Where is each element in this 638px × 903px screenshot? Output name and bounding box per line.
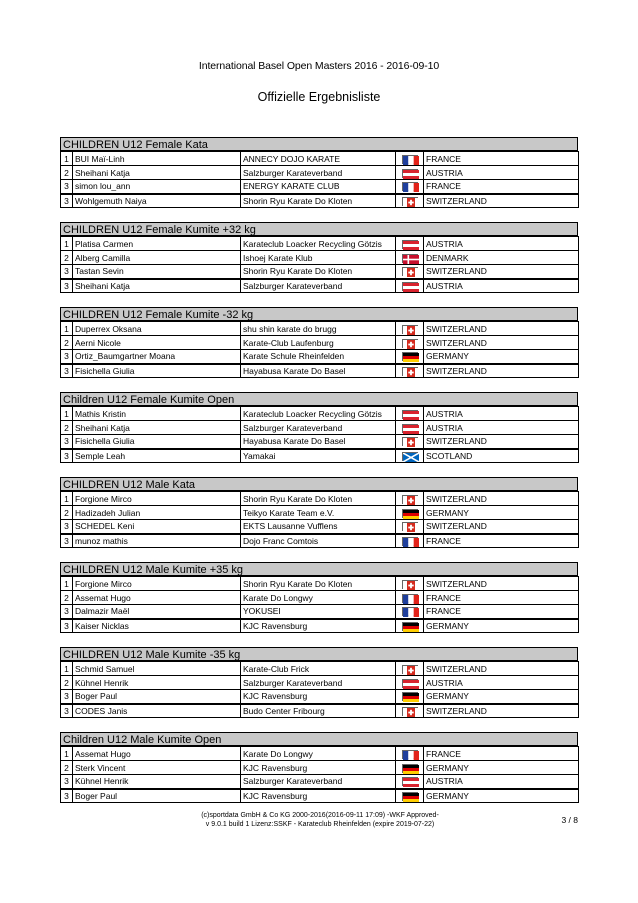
- rank-cell: 1: [61, 152, 73, 166]
- country-name: SWITZERLAND: [424, 194, 579, 208]
- rank-cell: 2: [61, 421, 73, 435]
- table-row: [61, 775, 579, 789]
- table-row: [61, 605, 579, 619]
- club-name: ANNECY DOJO KARATE: [241, 152, 396, 166]
- athlete-name: Mathis Kristin: [73, 407, 241, 421]
- club-name: Salzburger Karateverband: [241, 421, 396, 435]
- scotland-flag-icon: [402, 452, 418, 461]
- athlete-name: Alberg Camilla: [73, 251, 241, 265]
- rank-cell: 2: [61, 761, 73, 775]
- country-name: AUSTRIA: [424, 421, 579, 435]
- athlete-name: CODES Janis: [73, 704, 241, 718]
- austria-flag-icon: [402, 679, 418, 688]
- table-row: [61, 690, 579, 704]
- country-name: AUSTRIA: [424, 237, 579, 251]
- club-name: Teikyo Karate Team e.V.: [241, 506, 396, 520]
- germany-flag-icon: [402, 792, 418, 801]
- rank-cell: 1: [61, 747, 73, 761]
- rank-cell: 1: [61, 577, 73, 591]
- club-name: Shorin Ryu Karate Do Kloten: [241, 265, 396, 279]
- country-name: SWITZERLAND: [424, 577, 579, 591]
- athlete-name: Boger Paul: [73, 789, 241, 803]
- france-flag-icon: [402, 594, 418, 603]
- table-row: [61, 322, 579, 336]
- results-table: [60, 746, 579, 803]
- club-name: KJC Ravensburg: [241, 690, 396, 704]
- athlete-name: Fisichella Giulia: [73, 364, 241, 378]
- country-name: AUSTRIA: [424, 279, 579, 293]
- switzerland-flag-icon: [402, 325, 418, 334]
- switzerland-flag-icon: [402, 267, 418, 276]
- rank-cell: 1: [61, 237, 73, 251]
- flag-cell: [396, 166, 424, 180]
- france-flag-icon: [402, 750, 418, 759]
- club-name: EKTS Lausanne Vufflens: [241, 520, 396, 534]
- athlete-name: Platisa Carmen: [73, 237, 241, 251]
- rank-cell: 3: [61, 265, 73, 279]
- table-row: [61, 662, 579, 676]
- club-name: Karate-Club Frick: [241, 662, 396, 676]
- germany-flag-icon: [402, 764, 418, 773]
- club-name: KJC Ravensburg: [241, 789, 396, 803]
- germany-flag-icon: [402, 622, 418, 631]
- table-row: [61, 506, 579, 520]
- results-table: [60, 491, 579, 548]
- athlete-name: Forgione Mirco: [73, 577, 241, 591]
- results-table: [60, 406, 579, 463]
- switzerland-flag-icon: [402, 339, 418, 348]
- athlete-name: Schmid Samuel: [73, 662, 241, 676]
- athlete-name: BUI Maï-Linh: [73, 152, 241, 166]
- flag-cell: [396, 492, 424, 506]
- table-row: [61, 265, 579, 279]
- country-name: GERMANY: [424, 619, 579, 633]
- club-name: Salzburger Karateverband: [241, 166, 396, 180]
- rank-cell: 3: [61, 619, 73, 633]
- club-name: Karate Do Longwy: [241, 747, 396, 761]
- results-table: [60, 321, 579, 378]
- club-name: shu shin karate do brugg: [241, 322, 396, 336]
- table-row: [61, 534, 579, 548]
- country-name: FRANCE: [424, 605, 579, 619]
- table-row: [61, 421, 579, 435]
- table-row: [61, 407, 579, 421]
- footer-line-1: (c)sportdata GmbH & Co KG 2000-2016(2016-09-11 17:09) -WKF Approved-: [201, 812, 439, 819]
- table-row: [61, 761, 579, 775]
- flag-cell: [396, 690, 424, 704]
- country-name: AUSTRIA: [424, 676, 579, 690]
- country-name: SWITZERLAND: [424, 364, 579, 378]
- rank-cell: 2: [61, 251, 73, 265]
- category-title: CHILDREN U12 Female Kumite +32 kg: [60, 222, 578, 236]
- flag-cell: [396, 364, 424, 378]
- result-section: [60, 392, 578, 463]
- germany-flag-icon: [402, 352, 418, 361]
- club-name: Hayabusa Karate Do Basel: [241, 435, 396, 449]
- club-name: YOKUSEI: [241, 605, 396, 619]
- flag-cell: [396, 577, 424, 591]
- flag-cell: [396, 591, 424, 605]
- country-name: GERMANY: [424, 761, 579, 775]
- table-row: [61, 520, 579, 534]
- table-row: [61, 577, 579, 591]
- results-list: [60, 137, 578, 817]
- table-row: [61, 194, 579, 208]
- rank-cell: 3: [61, 534, 73, 548]
- table-row: [61, 789, 579, 803]
- athlete-name: Sterk Vincent: [73, 761, 241, 775]
- category-title: Children U12 Male Kumite Open: [60, 732, 578, 746]
- table-row: [61, 180, 579, 194]
- club-name: Karate Schule Rheinfelden: [241, 350, 396, 364]
- austria-flag-icon: [402, 282, 418, 291]
- country-name: SCOTLAND: [424, 449, 579, 463]
- athlete-name: Dalmazir Maël: [73, 605, 241, 619]
- category-title: CHILDREN U12 Male Kumite +35 kg: [60, 562, 578, 576]
- club-name: Karateclub Loacker Recycling Götzis: [241, 237, 396, 251]
- country-name: GERMANY: [424, 506, 579, 520]
- result-section: [60, 647, 578, 718]
- results-table: [60, 236, 579, 293]
- country-name: AUSTRIA: [424, 775, 579, 789]
- athlete-name: Kühnel Henrik: [73, 676, 241, 690]
- result-section: [60, 222, 578, 293]
- results-table: [60, 576, 579, 633]
- table-row: [61, 449, 579, 463]
- germany-flag-icon: [402, 509, 418, 518]
- flag-cell: [396, 662, 424, 676]
- result-section: [60, 732, 578, 803]
- flag-cell: [396, 761, 424, 775]
- footer: [150, 811, 490, 829]
- club-name: Salzburger Karateverband: [241, 279, 396, 293]
- flag-cell: [396, 449, 424, 463]
- rank-cell: 1: [61, 322, 73, 336]
- table-row: [61, 704, 579, 718]
- flag-cell: [396, 520, 424, 534]
- results-table: [60, 151, 579, 208]
- rank-cell: 3: [61, 520, 73, 534]
- club-name: Salzburger Karateverband: [241, 775, 396, 789]
- switzerland-flag-icon: [402, 665, 418, 674]
- athlete-name: Sheihani Katja: [73, 421, 241, 435]
- table-row: [61, 336, 579, 350]
- flag-cell: [396, 265, 424, 279]
- flag-cell: [396, 336, 424, 350]
- rank-cell: 3: [61, 364, 73, 378]
- rank-cell: 2: [61, 591, 73, 605]
- athlete-name: Assemat Hugo: [73, 747, 241, 761]
- country-name: SWITZERLAND: [424, 435, 579, 449]
- france-flag-icon: [402, 155, 418, 164]
- document-subtitle: Offizielle Ergebnisliste: [257, 90, 381, 104]
- switzerland-flag-icon: [402, 437, 418, 446]
- switzerland-flag-icon: [402, 197, 418, 206]
- athlete-name: Semple Leah: [73, 449, 241, 463]
- club-name: Karate Do Longwy: [241, 591, 396, 605]
- flag-cell: [396, 180, 424, 194]
- athlete-name: Duperrex Oksana: [73, 322, 241, 336]
- club-name: Yamakai: [241, 449, 396, 463]
- athlete-name: Sheihani Katja: [73, 279, 241, 293]
- austria-flag-icon: [402, 169, 418, 178]
- category-title: CHILDREN U12 Male Kumite -35 kg: [60, 647, 578, 661]
- result-section: [60, 477, 578, 548]
- country-name: SWITZERLAND: [424, 492, 579, 506]
- category-title: Children U12 Female Kumite Open: [60, 392, 578, 406]
- flag-cell: [396, 350, 424, 364]
- table-row: [61, 152, 579, 166]
- table-row: [61, 747, 579, 761]
- athlete-name: simon lou_ann: [73, 180, 241, 194]
- rank-cell: 3: [61, 690, 73, 704]
- rank-cell: 2: [61, 336, 73, 350]
- table-row: [61, 166, 579, 180]
- country-name: SWITZERLAND: [424, 265, 579, 279]
- switzerland-flag-icon: [402, 707, 418, 716]
- rank-cell: 1: [61, 662, 73, 676]
- page-number: 3 / 8: [561, 815, 578, 825]
- country-name: GERMANY: [424, 690, 579, 704]
- flag-cell: [396, 789, 424, 803]
- denmark-flag-icon: [402, 254, 418, 263]
- rank-cell: 3: [61, 775, 73, 789]
- result-section: [60, 307, 578, 378]
- table-row: [61, 676, 579, 690]
- rank-cell: 2: [61, 506, 73, 520]
- rank-cell: 3: [61, 350, 73, 364]
- germany-flag-icon: [402, 692, 418, 701]
- flag-cell: [396, 747, 424, 761]
- club-name: Shorin Ryu Karate Do Kloten: [241, 492, 396, 506]
- rank-cell: 3: [61, 194, 73, 208]
- rank-cell: 2: [61, 166, 73, 180]
- table-row: [61, 591, 579, 605]
- country-name: FRANCE: [424, 534, 579, 548]
- footer-line-2: v 9.0.1 build 1 Lizenz:SSKF - Karateclub Rheinfelden (expire 2019-07-22): [205, 821, 435, 828]
- table-row: [61, 279, 579, 293]
- country-name: AUSTRIA: [424, 166, 579, 180]
- document-title: International Basel Open Masters 2016 - 2016-09-10: [198, 60, 440, 72]
- austria-flag-icon: [402, 410, 418, 419]
- flag-cell: [396, 237, 424, 251]
- country-name: FRANCE: [424, 591, 579, 605]
- athlete-name: Fisichella Giulia: [73, 435, 241, 449]
- club-name: Hayabusa Karate Do Basel: [241, 364, 396, 378]
- club-name: Budo Center Fribourg: [241, 704, 396, 718]
- flag-cell: [396, 619, 424, 633]
- switzerland-flag-icon: [402, 522, 418, 531]
- country-name: FRANCE: [424, 180, 579, 194]
- table-row: [61, 237, 579, 251]
- athlete-name: Assemat Hugo: [73, 591, 241, 605]
- france-flag-icon: [402, 607, 418, 616]
- rank-cell: 3: [61, 180, 73, 194]
- athlete-name: Hadizadeh Julian: [73, 506, 241, 520]
- club-name: Dojo Franc Comtois: [241, 534, 396, 548]
- athlete-name: Kühnel Henrik: [73, 775, 241, 789]
- switzerland-flag-icon: [402, 495, 418, 504]
- country-name: FRANCE: [424, 747, 579, 761]
- result-section: [60, 137, 578, 208]
- rank-cell: 1: [61, 492, 73, 506]
- flag-cell: [396, 775, 424, 789]
- switzerland-flag-icon: [402, 580, 418, 589]
- flag-cell: [396, 435, 424, 449]
- club-name: Shorin Ryu Karate Do Kloten: [241, 194, 396, 208]
- category-title: CHILDREN U12 Female Kumite -32 kg: [60, 307, 578, 321]
- flag-cell: [396, 322, 424, 336]
- flag-cell: [396, 152, 424, 166]
- athlete-name: Kaiser Nicklas: [73, 619, 241, 633]
- rank-cell: 3: [61, 449, 73, 463]
- austria-flag-icon: [402, 424, 418, 433]
- club-name: Karate-Club Laufenburg: [241, 336, 396, 350]
- country-name: SWITZERLAND: [424, 520, 579, 534]
- flag-cell: [396, 605, 424, 619]
- athlete-name: Wohlgemuth Naiya: [73, 194, 241, 208]
- country-name: FRANCE: [424, 152, 579, 166]
- country-name: GERMANY: [424, 350, 579, 364]
- club-name: Shorin Ryu Karate Do Kloten: [241, 577, 396, 591]
- flag-cell: [396, 506, 424, 520]
- athlete-name: Aerni Nicole: [73, 336, 241, 350]
- austria-flag-icon: [402, 777, 418, 786]
- flag-cell: [396, 704, 424, 718]
- austria-flag-icon: [402, 240, 418, 249]
- club-name: KJC Ravensburg: [241, 619, 396, 633]
- flag-cell: [396, 534, 424, 548]
- athlete-name: Ortiz_Baumgartner Moana: [73, 350, 241, 364]
- rank-cell: 1: [61, 407, 73, 421]
- flag-cell: [396, 676, 424, 690]
- switzerland-flag-icon: [402, 367, 418, 376]
- rank-cell: 2: [61, 676, 73, 690]
- category-title: CHILDREN U12 Female Kata: [60, 137, 578, 151]
- table-row: [61, 251, 579, 265]
- athlete-name: Sheihani Katja: [73, 166, 241, 180]
- country-name: DENMARK: [424, 251, 579, 265]
- rank-cell: 3: [61, 605, 73, 619]
- results-table: [60, 661, 579, 718]
- athlete-name: Forgione Mirco: [73, 492, 241, 506]
- athlete-name: munoz mathis: [73, 534, 241, 548]
- club-name: Ishoej Karate Klub: [241, 251, 396, 265]
- athlete-name: SCHEDEL Keni: [73, 520, 241, 534]
- rank-cell: 3: [61, 704, 73, 718]
- table-row: [61, 364, 579, 378]
- flag-cell: [396, 421, 424, 435]
- rank-cell: 3: [61, 279, 73, 293]
- country-name: GERMANY: [424, 789, 579, 803]
- france-flag-icon: [402, 537, 418, 546]
- table-row: [61, 492, 579, 506]
- table-row: [61, 435, 579, 449]
- club-name: Karateclub Loacker Recycling Götzis: [241, 407, 396, 421]
- table-row: [61, 619, 579, 633]
- athlete-name: Boger Paul: [73, 690, 241, 704]
- rank-cell: 3: [61, 435, 73, 449]
- country-name: AUSTRIA: [424, 407, 579, 421]
- france-flag-icon: [402, 182, 418, 191]
- club-name: Salzburger Karateverband: [241, 676, 396, 690]
- country-name: SWITZERLAND: [424, 704, 579, 718]
- country-name: SWITZERLAND: [424, 322, 579, 336]
- flag-cell: [396, 194, 424, 208]
- flag-cell: [396, 407, 424, 421]
- country-name: SWITZERLAND: [424, 662, 579, 676]
- club-name: ENERGY KARATE CLUB: [241, 180, 396, 194]
- flag-cell: [396, 251, 424, 265]
- rank-cell: 3: [61, 789, 73, 803]
- category-title: CHILDREN U12 Male Kata: [60, 477, 578, 491]
- country-name: SWITZERLAND: [424, 336, 579, 350]
- result-section: [60, 562, 578, 633]
- athlete-name: Tastan Sevin: [73, 265, 241, 279]
- flag-cell: [396, 279, 424, 293]
- club-name: KJC Ravensburg: [241, 761, 396, 775]
- table-row: [61, 350, 579, 364]
